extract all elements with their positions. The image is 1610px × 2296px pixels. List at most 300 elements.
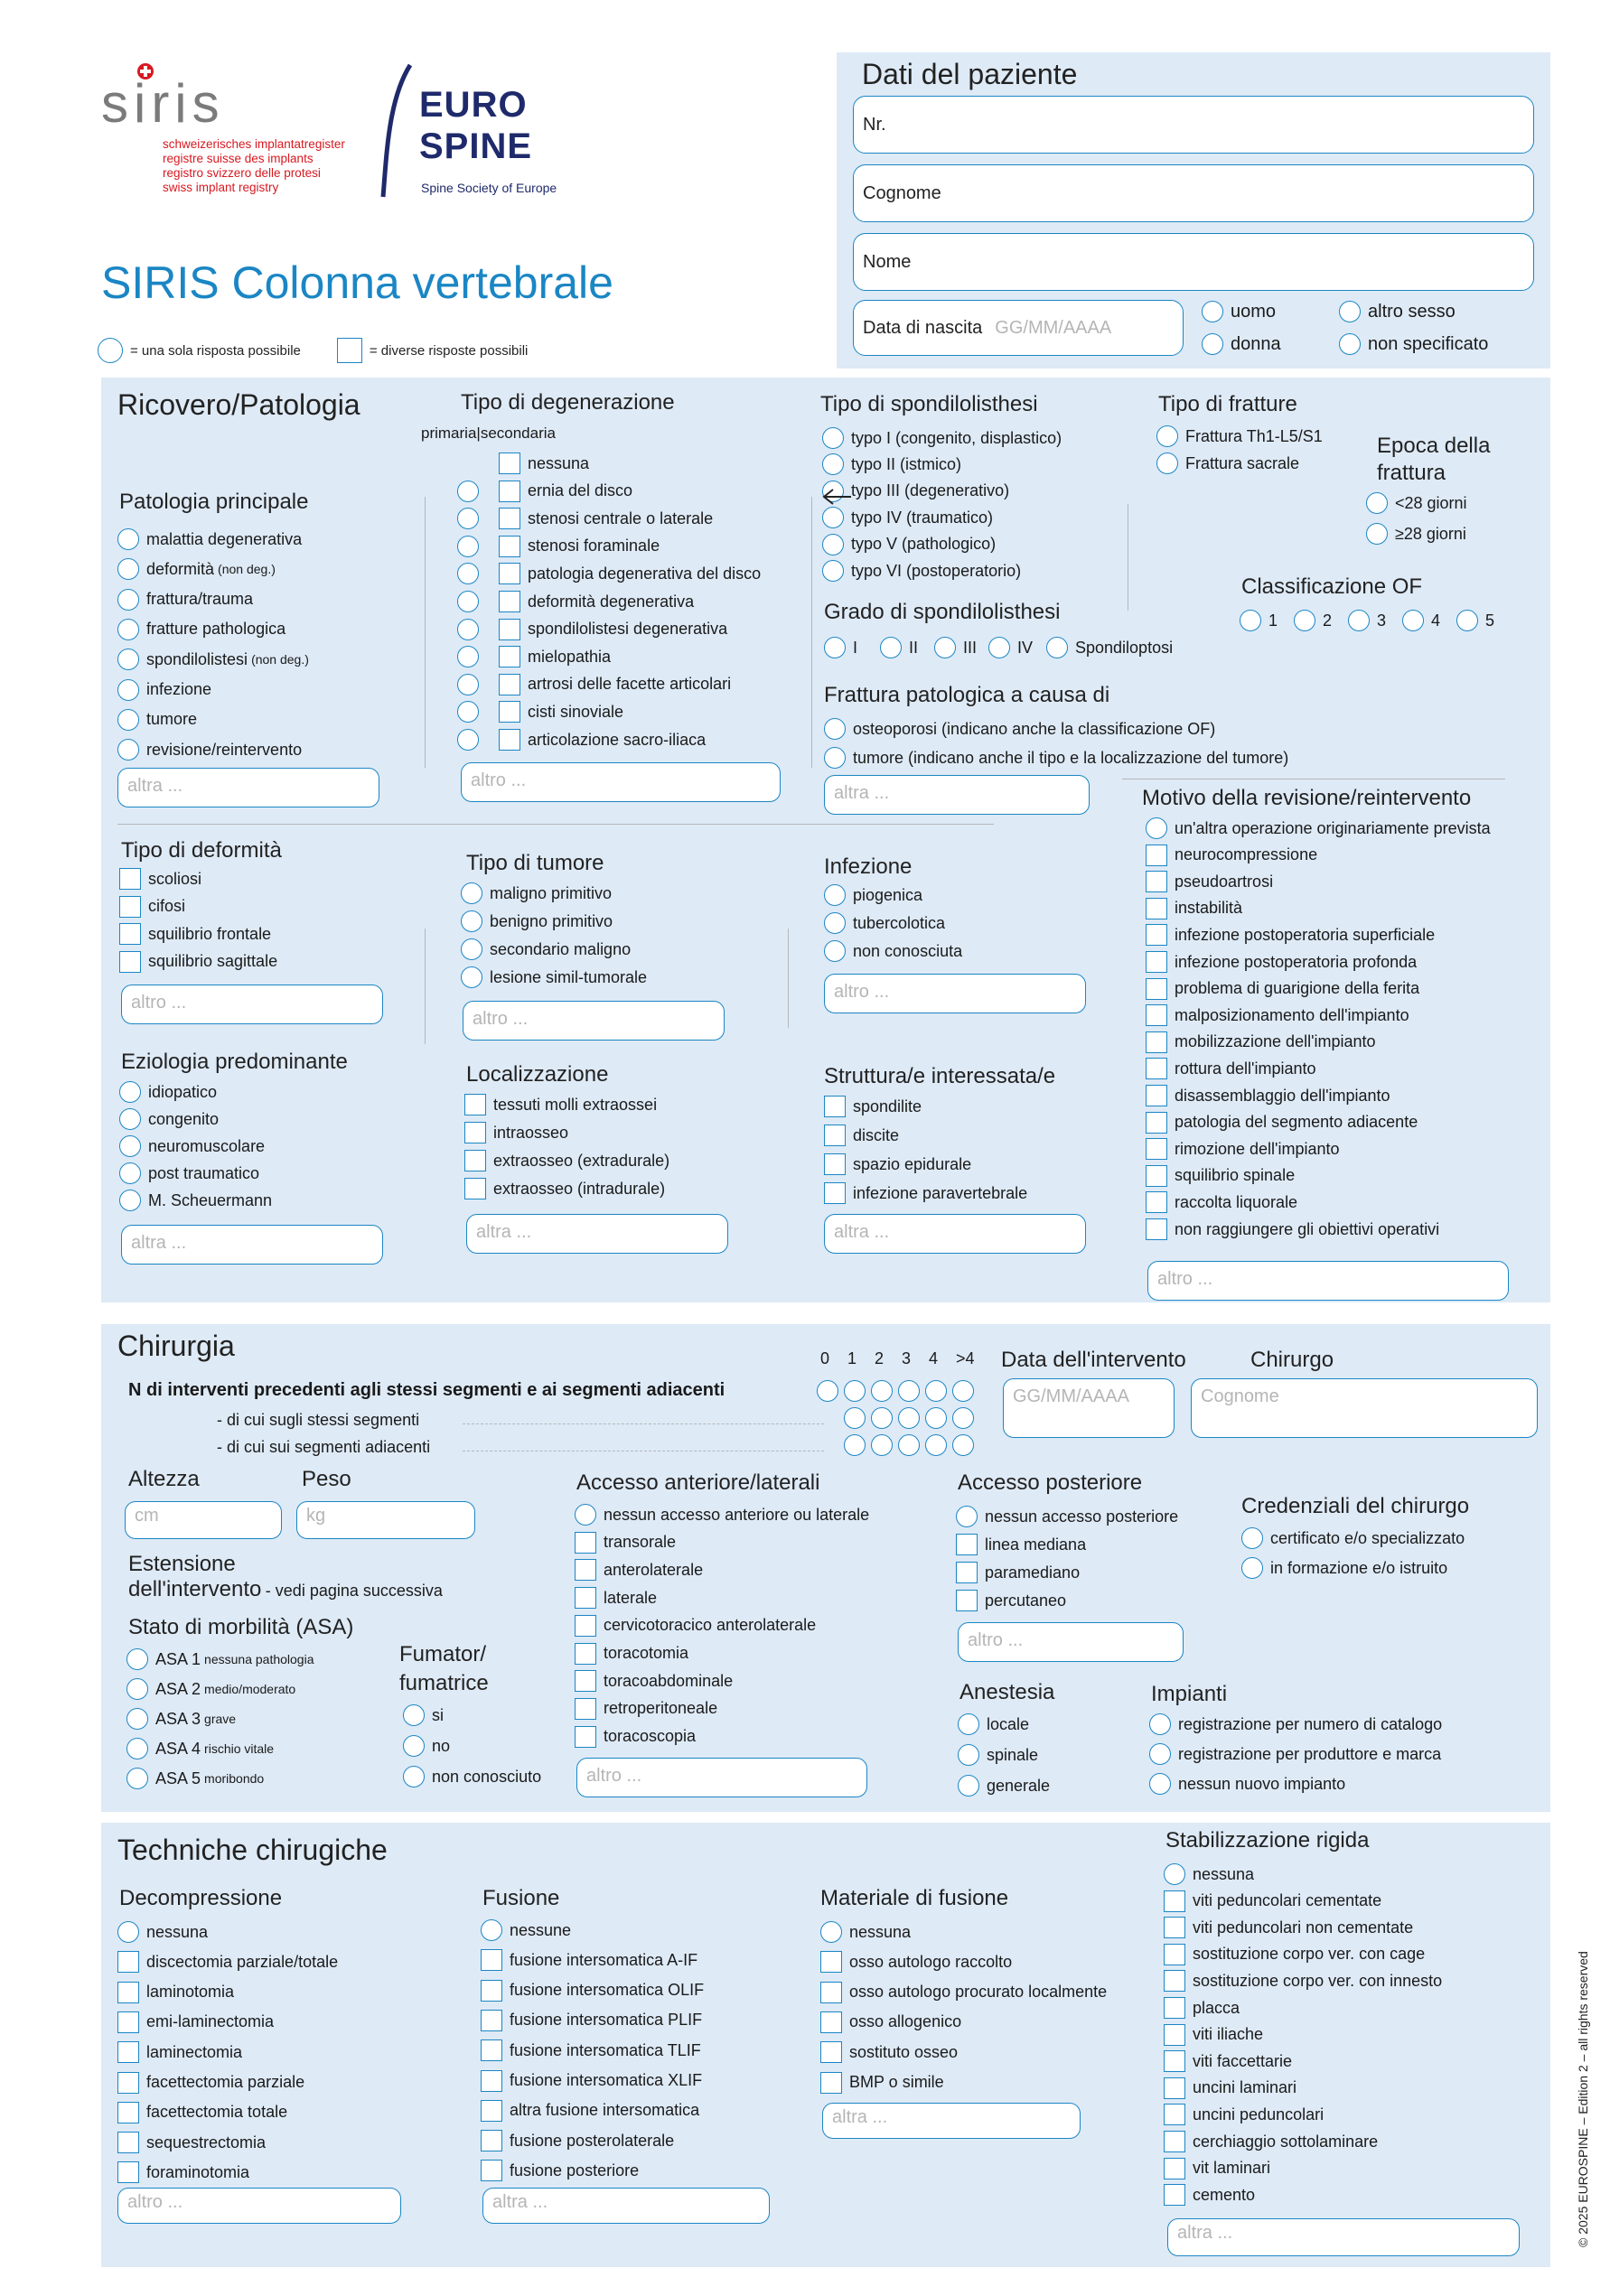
radio-icon[interactable] [461, 938, 482, 960]
strutt-option[interactable] [824, 1151, 971, 1178]
checkbox-icon[interactable] [1146, 978, 1167, 1000]
decomp-option[interactable] [117, 2159, 249, 2186]
radio-icon[interactable] [824, 884, 846, 906]
materiale-option[interactable] [820, 1979, 1107, 2006]
radio-icon[interactable] [1156, 425, 1178, 447]
checkbox-icon[interactable] [117, 2072, 139, 2094]
stab-option[interactable] [1164, 1967, 1442, 1994]
checkbox-icon[interactable] [481, 2010, 502, 2031]
materiale-option[interactable] [820, 2069, 944, 2096]
fusione-option[interactable] [481, 2067, 702, 2095]
checkbox-icon[interactable] [820, 1982, 842, 2003]
radio-icon[interactable] [119, 1135, 141, 1157]
anteriore-option[interactable] [575, 1612, 816, 1639]
patologia-option[interactable] [117, 586, 257, 613]
checkbox-icon[interactable] [956, 1590, 978, 1611]
spondilo-option[interactable] [822, 425, 1062, 452]
count-radio-icon[interactable] [844, 1434, 866, 1456]
degen-secondary-option[interactable] [499, 616, 727, 643]
radio-icon[interactable] [461, 882, 482, 904]
radio-icon[interactable] [1402, 610, 1424, 631]
radio-icon[interactable] [958, 1713, 979, 1735]
degen-secondary-option[interactable] [499, 478, 632, 505]
asa-option[interactable] [126, 1735, 274, 1762]
checkbox-icon[interactable] [824, 1125, 846, 1146]
degen-primary-radio-icon[interactable] [457, 729, 479, 751]
fusione-option[interactable] [481, 2007, 702, 2034]
checkbox-icon[interactable] [119, 868, 141, 890]
count-radio-icon[interactable] [871, 1407, 893, 1429]
tumore-option[interactable] [461, 964, 647, 991]
local-option[interactable] [464, 1119, 568, 1146]
stab-option[interactable] [1164, 1941, 1425, 1968]
epoca-option[interactable] [1366, 490, 1467, 517]
checkbox-icon[interactable] [1164, 2104, 1185, 2125]
checkbox-icon[interactable] [1146, 1165, 1167, 1187]
degen-secondary-option[interactable] [499, 726, 706, 753]
stab-option[interactable] [1164, 1861, 1254, 1888]
materiale-option[interactable] [820, 1948, 1012, 1975]
tumore-option[interactable] [461, 880, 612, 907]
anestesia-option[interactable] [958, 1711, 1029, 1738]
radio-icon[interactable] [119, 1190, 141, 1211]
grado-option[interactable] [988, 634, 1033, 661]
grado-option[interactable] [1046, 634, 1173, 661]
radio-icon[interactable] [119, 1162, 141, 1184]
revis-option[interactable] [1146, 868, 1273, 895]
checkbox-icon[interactable] [499, 646, 520, 667]
revis-option[interactable] [1146, 842, 1317, 869]
deform-option[interactable] [119, 920, 271, 947]
checkbox-icon[interactable] [1146, 924, 1167, 946]
patient-nr-field[interactable] [853, 96, 1534, 154]
materiale-option[interactable] [820, 2039, 958, 2066]
infez-option[interactable] [824, 910, 945, 937]
decomp-other-input[interactable]: altro ... [117, 2188, 401, 2224]
radio-icon[interactable] [117, 589, 139, 611]
radio-icon[interactable] [1339, 301, 1361, 322]
decomp-option[interactable] [117, 2069, 304, 2096]
fratture-option[interactable] [1156, 450, 1299, 477]
radio-icon[interactable] [126, 1648, 148, 1670]
checkbox-icon[interactable] [575, 1670, 596, 1692]
radio-icon[interactable] [822, 453, 844, 475]
checkbox-icon[interactable] [1164, 2050, 1185, 2072]
radio-icon[interactable] [1348, 610, 1370, 631]
impianti-option[interactable] [1149, 1711, 1442, 1738]
radio-icon[interactable] [1366, 523, 1388, 545]
count-radio-icon[interactable] [952, 1380, 974, 1402]
radio-icon[interactable] [117, 649, 139, 670]
degen-secondary-option[interactable] [499, 671, 731, 698]
patologia-option[interactable] [117, 706, 201, 733]
count-radio-icon[interactable] [871, 1380, 893, 1402]
checkbox-icon[interactable] [499, 563, 520, 584]
patologia-other-input[interactable]: altra ... [117, 768, 379, 807]
checkbox-icon[interactable] [481, 1949, 502, 1971]
radio-icon[interactable] [117, 528, 139, 550]
patologia-option[interactable] [117, 736, 305, 763]
checkbox-icon[interactable] [824, 1096, 846, 1117]
spondilo-option[interactable] [822, 531, 996, 558]
checkbox-icon[interactable] [956, 1562, 978, 1583]
strutt-option[interactable] [824, 1180, 1027, 1207]
anteriore-option[interactable] [575, 1695, 717, 1722]
radio-icon[interactable] [1366, 492, 1388, 514]
degen-primary-radio-icon[interactable] [457, 563, 479, 584]
sex-male[interactable] [1202, 298, 1276, 325]
fusione-option[interactable] [481, 2157, 639, 2184]
count-radio-icon[interactable] [817, 1380, 838, 1402]
frattpat-option[interactable] [824, 744, 1288, 771]
eziol-other-input[interactable]: altra ... [121, 1225, 383, 1265]
radio-icon[interactable] [822, 560, 844, 582]
decomp-option[interactable] [117, 1979, 234, 2006]
patologia-option[interactable] [117, 646, 309, 673]
revis-option[interactable] [1146, 815, 1491, 842]
epoca-option[interactable] [1366, 520, 1466, 547]
checkbox-icon[interactable] [1164, 1890, 1185, 1912]
radio-icon[interactable] [958, 1775, 979, 1797]
revis-option[interactable] [1146, 895, 1242, 922]
posteriore-other-input[interactable]: altro ... [958, 1622, 1184, 1662]
stab-option[interactable] [1164, 2155, 1270, 2182]
checkbox-icon[interactable] [820, 1951, 842, 1973]
asa-option[interactable] [126, 1705, 236, 1732]
radio-icon[interactable] [119, 1108, 141, 1130]
asa-option[interactable] [126, 1675, 295, 1703]
radio-icon[interactable] [1156, 453, 1178, 474]
checkbox-icon[interactable] [824, 1153, 846, 1175]
grado-option[interactable] [880, 634, 918, 661]
checkbox-icon[interactable] [1146, 871, 1167, 892]
decomp-option[interactable] [117, 1918, 208, 1946]
checkbox-icon[interactable] [499, 701, 520, 723]
revis-option[interactable] [1146, 1135, 1340, 1162]
revis-option[interactable] [1146, 1002, 1409, 1029]
degen-primary-radio-icon[interactable] [457, 646, 479, 667]
radio-icon[interactable] [481, 1919, 502, 1941]
stab-option[interactable] [1164, 2021, 1263, 2049]
checkbox-icon[interactable] [1164, 2024, 1185, 2046]
stab-option[interactable] [1164, 1914, 1413, 1941]
patologia-option[interactable] [117, 526, 305, 553]
eziol-option[interactable] [119, 1187, 272, 1214]
checkbox-icon[interactable] [117, 2041, 139, 2063]
degen-secondary-option[interactable] [499, 505, 713, 532]
radio-icon[interactable] [1146, 817, 1167, 839]
grado-option[interactable] [824, 634, 857, 661]
checkbox-icon[interactable] [117, 2161, 139, 2183]
local-other-input[interactable]: altra ... [466, 1214, 728, 1254]
radio-icon[interactable] [822, 534, 844, 555]
radio-icon[interactable] [117, 1921, 139, 1943]
tumore-option[interactable] [461, 908, 613, 935]
decomp-option[interactable] [117, 2009, 274, 2036]
anteriore-option[interactable] [575, 1556, 703, 1583]
radio-icon[interactable] [822, 507, 844, 528]
anteriore-option[interactable] [575, 1529, 676, 1556]
checkbox-icon[interactable] [575, 1643, 596, 1665]
local-option[interactable] [464, 1175, 665, 1202]
count-radio-icon[interactable] [925, 1434, 947, 1456]
checkbox-icon[interactable] [499, 536, 520, 557]
checkbox-icon[interactable] [464, 1150, 486, 1171]
radio-icon[interactable] [956, 1506, 978, 1527]
count-radio-icon[interactable] [844, 1380, 866, 1402]
anteriore-option[interactable] [575, 1501, 869, 1528]
degen-secondary-option[interactable] [499, 533, 660, 560]
eziol-option[interactable] [119, 1078, 217, 1106]
spondilo-option[interactable] [822, 557, 1021, 584]
revis-option[interactable] [1146, 1109, 1418, 1136]
revis-option[interactable] [1146, 1082, 1390, 1109]
checkbox-icon[interactable] [119, 896, 141, 918]
radio-icon[interactable] [1149, 1743, 1171, 1765]
radio-icon[interactable] [403, 1766, 425, 1787]
checkbox-icon[interactable] [464, 1122, 486, 1143]
radio-icon[interactable] [824, 747, 846, 769]
count-radio-icon[interactable] [898, 1434, 920, 1456]
checkbox-icon[interactable] [820, 2072, 842, 2094]
eziol-option[interactable] [119, 1106, 219, 1133]
fusione-option[interactable] [481, 2127, 674, 2154]
radio-icon[interactable] [126, 1678, 148, 1700]
checkbox-icon[interactable] [1146, 951, 1167, 973]
checkbox-icon[interactable] [1164, 1970, 1185, 1992]
spondilo-option[interactable] [822, 451, 961, 478]
decomp-option[interactable] [117, 2039, 242, 2066]
radio-icon[interactable] [1202, 301, 1223, 322]
impianti-option[interactable] [1149, 1770, 1345, 1797]
deform-option[interactable] [119, 865, 201, 892]
stab-option[interactable] [1164, 2101, 1324, 2128]
anteriore-other-input[interactable]: altro ... [576, 1758, 867, 1797]
fumatore-option[interactable] [403, 1732, 450, 1759]
degen-primary-radio-icon[interactable] [457, 536, 479, 557]
revis-option[interactable] [1146, 1216, 1439, 1243]
checkbox-icon[interactable] [575, 1726, 596, 1748]
checkbox-icon[interactable] [481, 2160, 502, 2181]
frattpat-other-input[interactable]: altra ... [824, 775, 1090, 815]
fusione-other-input[interactable]: altra ... [482, 2188, 770, 2224]
sex-other[interactable] [1339, 298, 1456, 325]
of-option[interactable] [1348, 607, 1386, 634]
radio-icon[interactable] [126, 1738, 148, 1759]
revis-option[interactable] [1146, 948, 1417, 975]
degen-primary-radio-icon[interactable] [457, 481, 479, 502]
patologia-option[interactable] [117, 555, 276, 583]
posteriore-option[interactable] [956, 1587, 1066, 1614]
radio-icon[interactable] [403, 1704, 425, 1726]
radio-icon[interactable] [1046, 637, 1068, 658]
radio-icon[interactable] [126, 1708, 148, 1730]
radio-icon[interactable] [1339, 333, 1361, 355]
checkbox-icon[interactable] [1146, 845, 1167, 866]
fumatore-option[interactable] [403, 1702, 444, 1729]
checkbox-icon[interactable] [499, 619, 520, 640]
checkbox-icon[interactable] [1146, 1058, 1167, 1079]
checkbox-icon[interactable] [575, 1615, 596, 1637]
revis-option[interactable] [1146, 921, 1435, 948]
checkbox-icon[interactable] [499, 481, 520, 502]
checkbox-icon[interactable] [1146, 898, 1167, 919]
count-radio-icon[interactable] [925, 1380, 947, 1402]
stab-option[interactable] [1164, 1888, 1381, 1915]
checkbox-icon[interactable] [575, 1698, 596, 1720]
checkbox-icon[interactable] [499, 674, 520, 695]
fumatore-option[interactable] [403, 1763, 541, 1790]
fusione-option[interactable] [481, 2037, 701, 2064]
tumore-other-input[interactable]: altro ... [463, 1001, 725, 1041]
materiale-option[interactable] [820, 1918, 911, 1946]
revis-option[interactable] [1146, 1189, 1297, 1216]
infez-option[interactable] [824, 938, 962, 965]
checkbox-icon[interactable] [481, 2100, 502, 2122]
checkbox-icon[interactable] [117, 2132, 139, 2153]
patient-surname-field[interactable] [853, 164, 1534, 222]
deform-option[interactable] [119, 948, 277, 975]
radio-icon[interactable] [824, 940, 846, 962]
of-option[interactable] [1402, 607, 1440, 634]
patologia-option[interactable] [117, 677, 215, 704]
anestesia-option[interactable] [958, 1772, 1050, 1799]
checkbox-icon[interactable] [1164, 2184, 1185, 2206]
radio-icon[interactable] [1164, 1863, 1185, 1885]
weight-input[interactable]: kg [296, 1501, 475, 1539]
anteriore-option[interactable] [575, 1723, 696, 1750]
revis-option[interactable] [1146, 1029, 1376, 1056]
radio-icon[interactable] [824, 912, 846, 934]
infez-other-input[interactable]: altro ... [824, 974, 1086, 1013]
credenz-option[interactable] [1241, 1525, 1465, 1552]
checkbox-icon[interactable] [1146, 1004, 1167, 1026]
degen-primary-radio-icon[interactable] [457, 701, 479, 723]
radio-icon[interactable] [461, 910, 482, 932]
revis-option[interactable] [1146, 1055, 1316, 1082]
anteriore-option[interactable] [575, 1667, 733, 1694]
fusione-option[interactable] [481, 1917, 571, 1944]
count-radio-icon[interactable] [898, 1407, 920, 1429]
spondilo-option[interactable] [822, 504, 993, 531]
checkbox-icon[interactable] [575, 1587, 596, 1609]
height-input[interactable]: cm [125, 1501, 282, 1539]
radio-icon[interactable] [1456, 610, 1478, 631]
radio-icon[interactable] [126, 1768, 148, 1789]
radio-icon[interactable] [1241, 1527, 1263, 1549]
radio-icon[interactable] [1202, 333, 1223, 355]
radio-icon[interactable] [117, 679, 139, 701]
checkbox-icon[interactable] [119, 951, 141, 973]
count-radio-icon[interactable] [844, 1407, 866, 1429]
posteriore-option[interactable] [956, 1503, 1178, 1530]
eziol-option[interactable] [119, 1160, 259, 1187]
checkbox-icon[interactable] [117, 1951, 139, 1973]
degen-secondary-option[interactable] [499, 450, 589, 477]
radio-icon[interactable] [824, 718, 846, 740]
checkbox-icon[interactable] [481, 2039, 502, 2061]
radio-icon[interactable] [117, 619, 139, 640]
radio-icon[interactable] [1149, 1713, 1171, 1735]
checkbox-icon[interactable] [824, 1182, 846, 1204]
checkbox-icon[interactable] [481, 1980, 502, 2002]
degen-other-input[interactable]: altro ... [461, 762, 781, 802]
checkbox-icon[interactable] [1164, 2131, 1185, 2152]
count-radio-icon[interactable] [952, 1407, 974, 1429]
fusione-option[interactable] [481, 1977, 704, 2004]
degen-secondary-option[interactable] [499, 698, 623, 725]
local-option[interactable] [464, 1091, 657, 1118]
revis-option[interactable] [1146, 1162, 1295, 1190]
degen-primary-radio-icon[interactable] [457, 674, 479, 695]
checkbox-icon[interactable] [820, 2041, 842, 2063]
impianti-option[interactable] [1149, 1741, 1441, 1768]
checkbox-icon[interactable] [1146, 1031, 1167, 1053]
anteriore-option[interactable] [575, 1640, 688, 1667]
checkbox-icon[interactable] [1164, 1944, 1185, 1965]
materiale-other-input[interactable]: altra ... [822, 2103, 1081, 2139]
patologia-option[interactable] [117, 616, 289, 643]
checkbox-icon[interactable] [820, 2011, 842, 2033]
checkbox-icon[interactable] [1164, 2158, 1185, 2179]
deform-option[interactable] [119, 893, 185, 920]
checkbox-icon[interactable] [481, 2070, 502, 2092]
strutt-option[interactable] [824, 1093, 922, 1120]
radio-icon[interactable] [575, 1504, 596, 1526]
stab-option[interactable] [1164, 1994, 1240, 2021]
checkbox-icon[interactable] [464, 1178, 486, 1199]
fratture-option[interactable] [1156, 423, 1323, 450]
checkbox-icon[interactable] [1146, 1191, 1167, 1213]
degen-primary-radio-icon[interactable] [457, 619, 479, 640]
stab-option[interactable] [1164, 2048, 1292, 2075]
patient-name-field[interactable] [853, 233, 1534, 291]
count-radio-icon[interactable] [952, 1434, 974, 1456]
fusione-option[interactable] [481, 2097, 699, 2124]
checkbox-icon[interactable] [575, 1532, 596, 1554]
checkbox-icon[interactable] [499, 729, 520, 751]
asa-option[interactable] [126, 1765, 264, 1792]
checkbox-icon[interactable] [117, 1982, 139, 2003]
checkbox-icon[interactable] [575, 1559, 596, 1581]
sex-unspecified[interactable] [1339, 331, 1488, 358]
count-radio-icon[interactable] [871, 1434, 893, 1456]
eziol-option[interactable] [119, 1133, 265, 1160]
infez-option[interactable] [824, 882, 922, 909]
asa-option[interactable] [126, 1646, 314, 1673]
anteriore-option[interactable] [575, 1584, 657, 1611]
credenz-option[interactable] [1241, 1554, 1447, 1582]
revis-other-input[interactable]: altro ... [1147, 1261, 1509, 1301]
sex-female[interactable] [1202, 331, 1281, 358]
revis-option[interactable] [1146, 975, 1419, 1003]
checkbox-icon[interactable] [499, 591, 520, 612]
decomp-option[interactable] [117, 2099, 287, 2126]
radio-icon[interactable] [934, 637, 956, 658]
radio-icon[interactable] [824, 637, 846, 658]
radio-icon[interactable] [119, 1081, 141, 1103]
stab-other-input[interactable]: altra ... [1167, 2218, 1520, 2256]
decomp-option[interactable] [117, 2129, 266, 2156]
checkbox-icon[interactable] [1164, 1997, 1185, 2019]
checkbox-icon[interactable] [956, 1534, 978, 1555]
local-option[interactable] [464, 1147, 669, 1174]
grado-option[interactable] [934, 634, 977, 661]
radio-icon[interactable] [403, 1735, 425, 1757]
checkbox-icon[interactable] [1164, 1917, 1185, 1938]
surgery-date-input[interactable]: GG/MM/AAAA [1003, 1378, 1175, 1438]
radio-icon[interactable] [117, 739, 139, 761]
